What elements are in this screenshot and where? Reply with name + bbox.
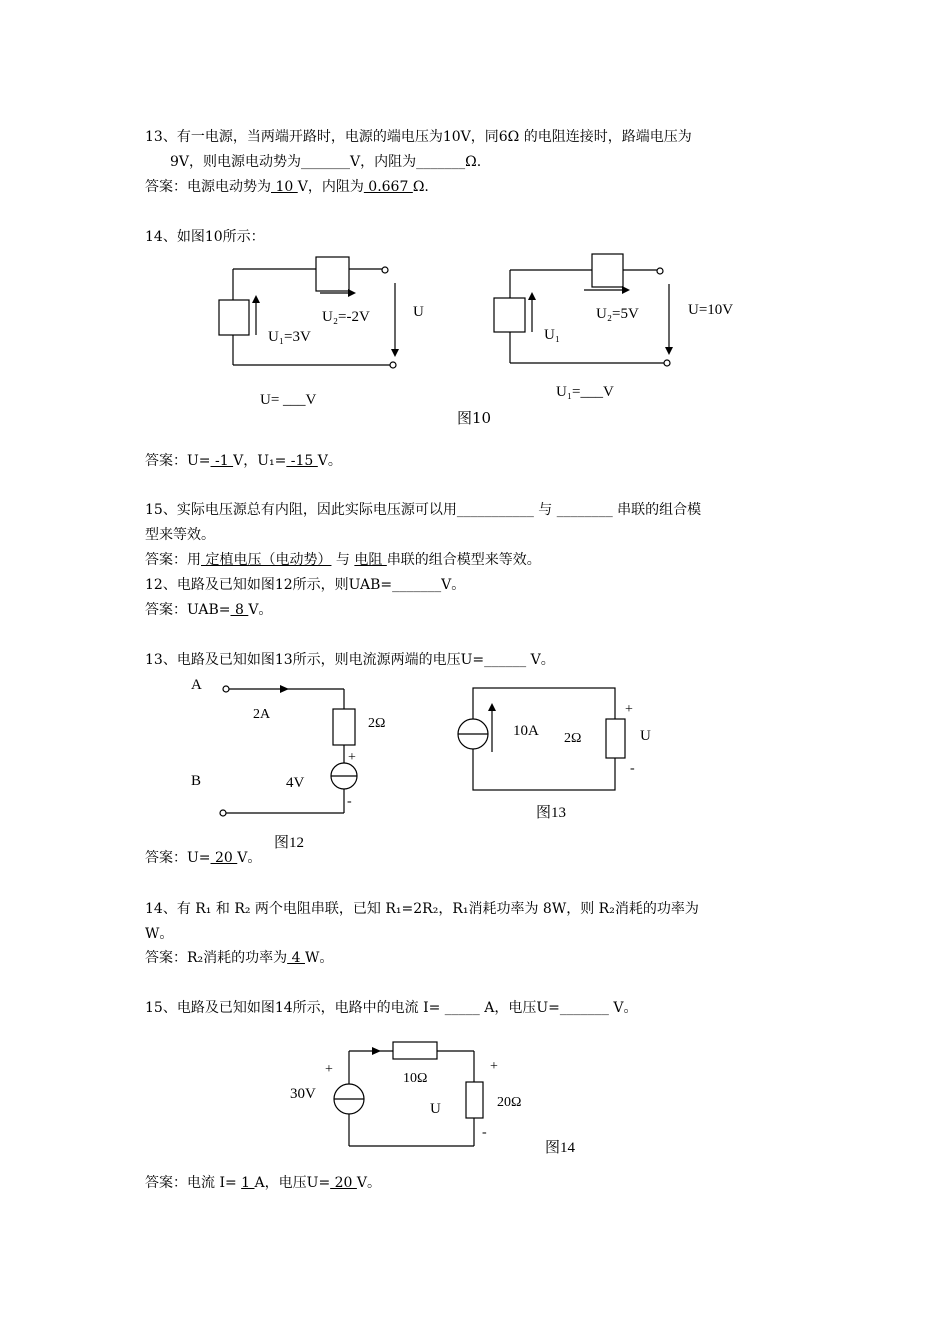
answer-middle: V，U₁= <box>233 453 287 469</box>
q12-answer <box>145 600 272 620</box>
answer-prefix: 答案：电源电动势为 <box>145 179 271 195</box>
answer-value: 8 <box>230 602 249 618</box>
label-u1-blank: U₁=___V <box>556 384 614 400</box>
label-plus: + <box>625 702 633 717</box>
current-arrow <box>280 685 289 693</box>
label-plus: + <box>348 750 356 765</box>
figure-13-caption: 图13 <box>536 805 567 821</box>
answer-prefix: 答案：U= <box>145 850 211 866</box>
resistor-20 <box>466 1082 483 1118</box>
label-minus: - <box>347 794 352 809</box>
label-u: U <box>640 728 651 744</box>
answer-value-2: 电阻 <box>354 552 387 568</box>
label-a: A <box>191 677 202 693</box>
q14b-text-line2: W。 <box>145 926 174 942</box>
figure-10-right-circuit <box>488 250 748 400</box>
answer-value-current: 1 <box>241 1175 255 1191</box>
label-u-blank: U= ___V <box>260 392 317 408</box>
figure-13-circuit <box>448 676 678 826</box>
answer-suffix: V。 <box>317 453 342 469</box>
label-u: U=10V <box>688 302 734 318</box>
label-resistance: 2Ω <box>368 716 386 731</box>
q15a-text-line2: 型来等效。 <box>145 527 215 543</box>
label-plus-resistor: + <box>490 1059 498 1074</box>
answer-suffix: V。 <box>237 850 262 866</box>
answer-prefix: 答案：U= <box>145 453 211 469</box>
current-arrow <box>372 1047 381 1055</box>
answer-suffix: Ω. <box>412 179 429 195</box>
label-resistance-10: 10Ω <box>403 1071 428 1086</box>
label-voltage: 4V <box>286 775 305 791</box>
label-u: U <box>430 1101 441 1117</box>
resistor-u2 <box>592 254 623 287</box>
label-u1: U₁ <box>544 327 561 343</box>
figure-10-left-circuit <box>210 255 424 415</box>
q15b-answer <box>145 1173 381 1193</box>
label-u: U <box>413 304 424 320</box>
figure-14-caption: 图14 <box>545 1140 576 1156</box>
label-current: 10A <box>513 723 539 739</box>
arrowhead <box>528 292 536 300</box>
terminal <box>664 360 670 366</box>
q13b-answer <box>145 848 261 868</box>
figure-10-caption: 图10 <box>457 409 492 427</box>
arrowhead <box>665 347 673 355</box>
answer-value-u: -1 <box>210 453 234 469</box>
terminal <box>657 268 663 274</box>
answer-value-voltage: 20 <box>330 1175 357 1191</box>
q14a-text-line1: 14、如图10所示： <box>145 229 265 245</box>
label-minus: - <box>630 761 635 776</box>
answer-prefix: 答案：UAB= <box>145 602 231 618</box>
answer-middle: V，内阻为 <box>297 179 364 195</box>
resistor <box>606 719 625 758</box>
q12-text-line1: 12、电路及已知如图12所示，则UAB=_______V。 <box>145 577 466 593</box>
answer-value-u1: -15 <box>286 453 318 469</box>
q13a-text-line1: 13、有一电源，当两端开路时，电源的端电压为10V，同6Ω 的电阻连接时，路端电压为 <box>145 129 692 145</box>
q14a-answer <box>145 451 342 471</box>
terminal-b <box>220 810 226 816</box>
label-plus-source: + <box>325 1062 333 1077</box>
answer-middle: 与 <box>331 552 355 568</box>
q14b-answer <box>145 948 333 968</box>
label-minus: - <box>482 1125 487 1140</box>
arrowhead <box>622 286 630 294</box>
circuit-loop <box>473 688 615 790</box>
resistor <box>333 709 355 745</box>
arrowhead <box>391 349 399 357</box>
resistor-10 <box>393 1042 437 1059</box>
q13a-answer <box>145 177 429 197</box>
answer-suffix: W。 <box>304 950 334 966</box>
answer-value-emf: 10 <box>271 179 298 195</box>
answer-suffix: V。 <box>248 602 273 618</box>
q15b-text-line1: 15、电路及已知如图14所示，电路中的电流 I= _____ A，电压U=_______ V。 <box>145 1000 638 1016</box>
arrowhead <box>488 703 496 711</box>
terminal <box>382 267 388 273</box>
answer-suffix: V。 <box>356 1175 382 1191</box>
label-u1: U₁=3V <box>268 329 311 345</box>
figure-12-circuit <box>185 670 405 855</box>
arrowhead <box>348 289 356 297</box>
answer-value-resistance: 0.667 <box>363 179 413 195</box>
label-u2: U₂=-2V <box>322 309 370 325</box>
arrowhead <box>252 295 260 303</box>
label-current: 2A <box>253 707 271 722</box>
figure-12-caption: 图12 <box>274 835 305 851</box>
resistor-u2 <box>316 257 349 291</box>
q13b-text-line1: 13、电路及已知如图13所示，则电流源两端的电压U=______ V。 <box>145 652 555 668</box>
figure-14-circuit <box>285 1032 605 1162</box>
q13a-text-line2: 9V，则电源电动势为_______V，内阻为_______Ω. <box>170 154 482 170</box>
terminal-a <box>223 686 229 692</box>
label-voltage: 30V <box>290 1086 316 1102</box>
answer-prefix: 答案：用 <box>145 552 201 568</box>
label-resistance-20: 20Ω <box>497 1095 522 1110</box>
label-resistance: 2Ω <box>564 731 582 746</box>
label-u2: U₂=5V <box>596 306 639 322</box>
answer-prefix: 答案：电流 I= <box>145 1175 242 1191</box>
q14b-text-line1: 14、有 R₁ 和 R₂ 两个电阻串联，已知 R₁=2R₂，R₁消耗功率为 8W，则 R₂消耗的功率为 <box>145 901 699 917</box>
source-u1 <box>219 300 249 335</box>
answer-value: 4 <box>287 950 305 966</box>
terminal <box>390 362 396 368</box>
q15a-answer <box>145 550 541 570</box>
answer-middle: A，电压U= <box>254 1175 331 1191</box>
answer-suffix: 串联的组合模型来等效。 <box>386 552 541 568</box>
answer-value: 20 <box>210 850 238 866</box>
label-b: B <box>191 773 202 789</box>
source-u1 <box>494 298 525 332</box>
answer-value-1: 定植电压（电动势） <box>201 552 332 568</box>
q15a-text-line1: 15、实际电压源总有内阻，因此实际电压源可以用___________ 与 ________ 串联的组合模 <box>145 502 702 518</box>
answer-prefix: 答案：R₂消耗的功率为 <box>145 950 288 966</box>
